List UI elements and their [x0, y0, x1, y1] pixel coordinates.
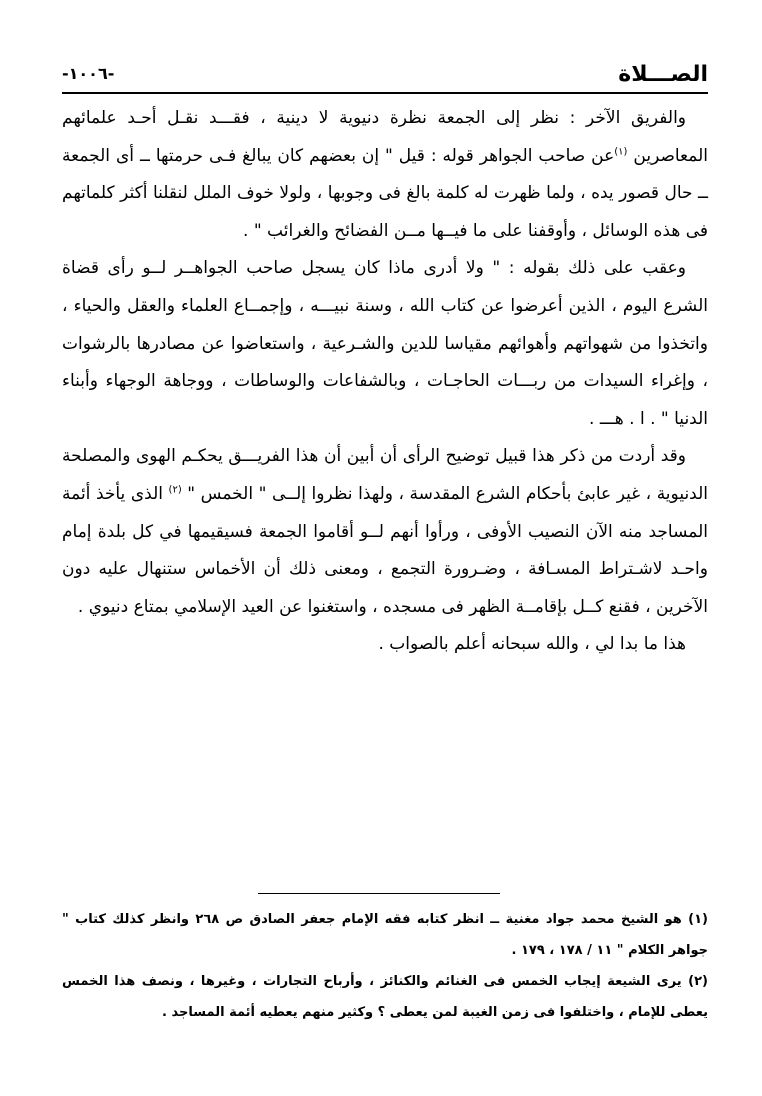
- footnote-2: (٢) يرى الشيعة إيجاب الخمس فى الغنائم والكنائز ، وأرباح التجارات ، وغيرها ، ونصف هذا الخمس يعطى للإمام ، واختلفوا فى زمن الغيبة لمن يعطى ؟ وكثير منهم يعطيه أئمة المساجد .: [62, 974, 708, 1020]
- header-rule: [62, 92, 708, 94]
- footnotes: [62, 904, 708, 1028]
- paragraph-3: [62, 438, 708, 626]
- paragraph-2: وعقب على ذلك بقوله : " ولا أدرى ماذا كان يسجل صاحب الجواهــر لــو رأى قضاة الشرع اليوم ، الذين أعرضوا عن كتاب الله ، وسنة نبيـــه ، وإجمــاع العلماء والعقل والحياء ، واتخذوا من شهواتهم وأهوائهم مقياسا للدين والشـرعية ، واستعاضوا عن مصادرها بالرشوات ، وإغراء السيدات من ربـــات الحاجـات ، وبالشفاعات والوساطات ، ووجاهة الوجهاء وأبناء الدنيا " . ا . هـــ .: [62, 258, 708, 429]
- main-text: [62, 100, 708, 664]
- footnote-ref-1[interactable]: (١): [614, 145, 628, 157]
- page-number: -١٠٠٦-: [62, 64, 115, 83]
- footnote-1: (١) هو الشيخ محمد جواد مغنية ــ انظر كتابه فقه الإمام جعفر الصادق ص ٢٦٨ وانظر كذلك كتاب " جواهر الكلام " ١١ / ١٧٨ ، ١٧٩ .: [62, 912, 708, 958]
- paragraph-3-text-cont: الذى يأخذ أئمة المساجد منه الآن النصيب الأوفى ، ورأوا أنهم لــو أقاموا الجمعة فسيقيمها في كل بلدة إمام واحـد لاشـتراط المسـافة ، وضـرورة التجمع ، ومعنى ذلك أن الأخماس ستنهال عليه دون الآخرين ، فقنع كــل بإقامــة الظهر فى مسجده ، واستغنوا عن العيد الإسلامي بمتاع دنيوي .: [62, 483, 708, 617]
- footnote-ref-2[interactable]: (٢): [168, 484, 182, 496]
- paragraph-4: هذا ما بدا لي ، والله سبحانه أعلم بالصواب .: [378, 634, 686, 655]
- paragraph-1-text-cont: عن صاحب الجواهر قوله : قيل " إن بعضهم كان يبالغ فـى حرمتها ــ أى الجمعة ــ حال قصور يده ، ولما ظهرت له كلمة بالغ فى وجوبها ، ولولا خوف الملل لنقلنا أكثر كلماتهم فى هذه الوسائل ، وأوقفنا على ما فيــها مــن الفضائح والغرائب " .: [62, 145, 708, 241]
- paragraph-3-text: وقد أردت من ذكر هذا قبيل توضيح الرأى أن أبين أن هذا الفريـــق يحكـم الهوى والمصلحة الدنيوية ، غير عابئ بأحكام الشرع المقدسة ، ولهذا نظروا إلــى " الخمس ": [62, 446, 709, 504]
- running-title: الصـــلاة: [618, 62, 708, 87]
- paragraph-1-text: والفريق الآخر : نظر إلى الجمعة نظرة دنيوية لا دينية ، فقـــد نقـل أحـد علمائهم المعاصرين: [62, 108, 708, 166]
- footnote-separator: [258, 893, 500, 894]
- page-header: [62, 60, 708, 94]
- paragraph-1: [62, 100, 708, 250]
